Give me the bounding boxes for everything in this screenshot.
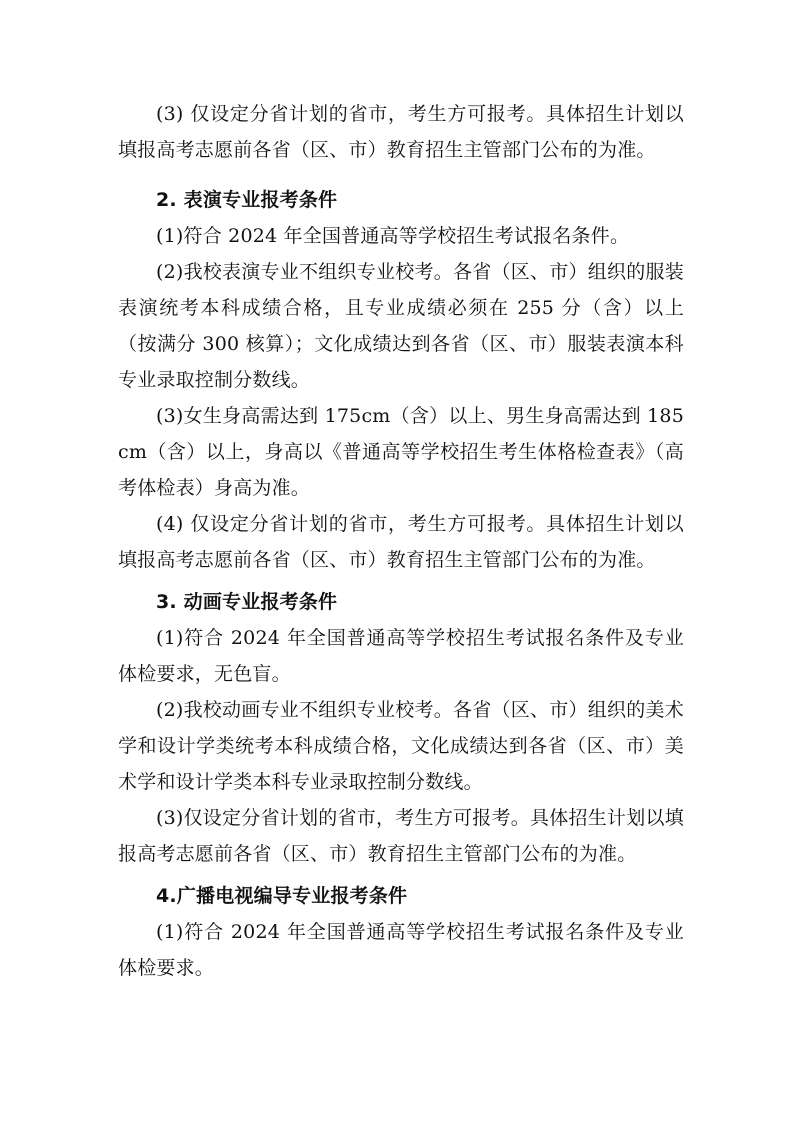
heading-performance-conditions: 2. 表演专业报考条件 <box>156 189 338 211</box>
paragraph-animation-1: (1)符合 2024 年全国普通高等学校招生考试报名条件及专业体检要求，无色盲。 <box>118 627 684 685</box>
paragraph-plan-note-1: (3) 仅设定分省计划的省市，考生方可报考。具体招生计划以填报高考志愿前各省（区、市）教育招生主管部门公布的为准。 <box>118 103 684 161</box>
paragraph-performance-3: (3)女生身高需达到 175cm（含）以上、男生身高需达到 185cm（含）以上，身高以《普通高等学校招生考生体格检查表》（高考体检表）身高为准。 <box>118 405 684 499</box>
heading-broadcast-directing-conditions: 4.广播电视编导专业报考条件 <box>156 885 408 907</box>
paragraph-animation-3: (3)仅设定分省计划的省市，考生方可报考。具体招生计划以填报高考志愿前各省（区、市）教育招生主管部门公布的为准。 <box>118 807 684 865</box>
heading-animation-conditions: 3. 动画专业报考条件 <box>156 591 338 613</box>
paragraph-performance-4: (4) 仅设定分省计划的省市，考生方可报考。具体招生计划以填报高考志愿前各省（区、市）教育招生主管部门公布的为准。 <box>118 513 684 571</box>
paragraph-animation-2: (2)我校动画专业不组织专业校考。各省（区、市）组织的美术学和设计学类统考本科成绩合格，文化成绩达到各省（区、市）美术学和设计学类本科专业录取控制分数线。 <box>118 699 684 793</box>
paragraph-broadcast-1: (1)符合 2024 年全国普通高等学校招生考试报名条件及专业体检要求。 <box>118 921 684 979</box>
document-body <box>118 96 684 986</box>
paragraph-performance-2: (2)我校表演专业不组织专业校考。各省（区、市）组织的服装表演统考本科成绩合格，且专业成绩必须在 255 分（含）以上（按满分 300 核算）；文化成绩达到各省（区、市）服装表演本科专业录取控制分数线。 <box>118 261 684 391</box>
paragraph-performance-1: (1)符合 2024 年全国普通高等学校招生考试报名条件。 <box>156 225 630 247</box>
